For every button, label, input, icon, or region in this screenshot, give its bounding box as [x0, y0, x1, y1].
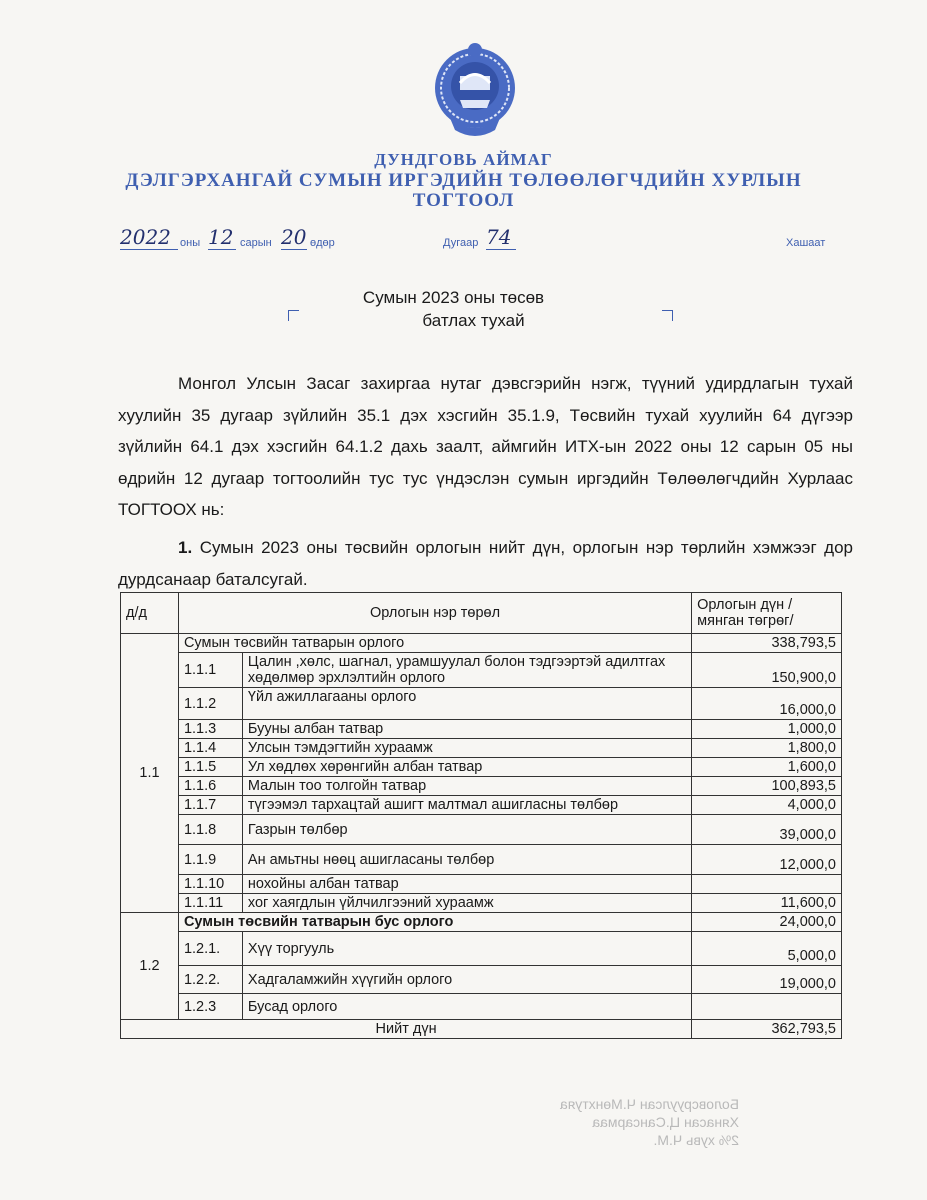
- document-type: ТОГТООЛ: [412, 190, 515, 211]
- title-line-2: батлах тухай: [422, 311, 525, 330]
- stamp-line-2: Хянасан Ц.Сансармаа: [592, 1114, 739, 1130]
- row-name: Цалин ,хөлс, шагнал, урамшуулал болон тэдгээртэй адилтгах хөдөлмөр эрхлэлтийн орлого: [242, 653, 691, 688]
- table-row: [121, 815, 842, 845]
- table-row: [121, 758, 842, 777]
- number-handwritten: 74: [486, 225, 516, 250]
- row-name: хог хаягдлын үйлчилгээний хураамж: [242, 894, 691, 913]
- row-name: түгээмэл тархацтай ашигт малтмал ашигласны төлбөр: [242, 796, 691, 815]
- row-name: Хүү торгууль: [242, 932, 691, 966]
- table-row: [121, 653, 842, 688]
- row-amount: [692, 994, 842, 1020]
- stamp-line-1: Боловсруулсан Ч.Мөнхтуяа: [560, 1096, 739, 1112]
- table-row: [121, 932, 842, 966]
- row-code: 1.1.7: [178, 796, 242, 815]
- row-code: 1.1.5: [178, 758, 242, 777]
- group-1-amount: 338,793,5: [692, 634, 842, 653]
- income-table: [120, 592, 842, 1039]
- row-code: 1.2.2.: [178, 966, 242, 994]
- day-suffix: өдөр: [310, 237, 335, 249]
- row-name: Малын тоо толгойн татвар: [242, 777, 691, 796]
- row-name: Ан амьтны нөөц ашигласаны төлбөр: [242, 845, 691, 875]
- row-amount: 12,000,0: [692, 845, 842, 875]
- title-bracket-right: [662, 310, 673, 321]
- table-row: [121, 845, 842, 875]
- place-name: Хашаат: [786, 237, 826, 249]
- row-name: Улсын тэмдэгтийн хураамж: [242, 739, 691, 758]
- row-code: 1.1.1: [178, 653, 242, 688]
- clause-text: Сумын 2023 оны төсвийн орлогын нийт дүн, орлогын нэр төрлийн хэмжээг дор дурдсанаар баталсугай.: [118, 538, 853, 589]
- row-amount: 100,893,5: [692, 777, 842, 796]
- council-name: ДЭЛГЭРХАНГАЙ СУМЫН ИРГЭДИЙН ТӨЛӨӨЛӨГЧДИЙН ХУРЛЫН: [125, 170, 802, 191]
- state-emblem: [430, 38, 520, 148]
- row-name: нохойны албан татвар: [242, 875, 691, 894]
- table-row: [121, 994, 842, 1020]
- row-amount: 11,600,0: [692, 894, 842, 913]
- table-row: [121, 720, 842, 739]
- year-suffix: оны: [180, 237, 201, 249]
- row-name: Үйл ажиллагааны орлого: [242, 688, 691, 720]
- table-row: [121, 777, 842, 796]
- group-2-amount: 24,000,0: [692, 913, 842, 932]
- total-label: Нийт дүн: [121, 1020, 692, 1039]
- month-suffix: сарын: [240, 237, 272, 249]
- row-code: 1.1.9: [178, 845, 242, 875]
- group-1-name: Сумын төсвийн татварын орлого: [178, 634, 691, 653]
- row-amount: 1,000,0: [692, 720, 842, 739]
- row-code: 1.1.6: [178, 777, 242, 796]
- stamp-line-3: 2% хувь Ч.М.: [653, 1132, 739, 1148]
- preamble-paragraph: Монгол Улсын Засаг захиргаа нутаг дэвсгэрийн нэгж, түүний удирдлагын тухай хуулийн 35 дугаар зүйлийн 35.1 дэх хэсгийн 35.1.9, Төсвийн тухай хуулийн 64 дүгээр зүйлийн 64.1 дэх хэсгийн 64.1.2 дахь заалт, аймгийн ИТХ-ын 2022 оны 12 сарын 05 ны өдрийн 12 дугаар тогтоолийн тус тус үндэслэн сумын иргэдийн Төлөөлөгчдийн Хурлаас ТОГТООХ нь:: [118, 374, 853, 519]
- row-amount: 39,000,0: [692, 815, 842, 845]
- title-line-1: Сумын 2023 оны төсөв: [362, 288, 545, 307]
- row-amount: 19,000,0: [692, 966, 842, 994]
- year-handwritten: 2022: [120, 225, 178, 250]
- row-code: 1.1.10: [178, 875, 242, 894]
- row-code: 1.1.8: [178, 815, 242, 845]
- row-name: Ул хөдлөх хөрөнгийн албан татвар: [242, 758, 691, 777]
- col-header-name: Орлогын нэр төрөл: [178, 593, 691, 634]
- row-code: 1.2.1.: [178, 932, 242, 966]
- group-2-code: 1.2: [121, 913, 179, 1020]
- approval-stamp-bleedthrough: [560, 1095, 739, 1149]
- table-row: [121, 739, 842, 758]
- group-2-name: Сумын төсвийн татварын бус орлого: [178, 913, 691, 932]
- table-row: [121, 966, 842, 994]
- row-code: 1.1.2: [178, 688, 242, 720]
- row-amount: 5,000,0: [692, 932, 842, 966]
- resolution-clause-1: [118, 532, 853, 595]
- day-handwritten: 20: [281, 225, 307, 249]
- group-2-row: [121, 913, 842, 932]
- aimag-name: ДУНДГОВЬ АЙМАГ: [374, 150, 553, 169]
- row-code: 1.2.3: [178, 994, 242, 1020]
- row-amount: [692, 875, 842, 894]
- row-name: Газрын төлбөр: [242, 815, 691, 845]
- title-bracket-left: [288, 310, 299, 321]
- row-code: 1.1.4: [178, 739, 242, 758]
- row-name: Бууны албан татвар: [242, 720, 691, 739]
- row-amount: 4,000,0: [692, 796, 842, 815]
- number-label: Дугаар: [443, 237, 479, 249]
- group-1-code: 1.1: [121, 634, 179, 913]
- table-header-row: [121, 593, 842, 634]
- row-code: 1.1.11: [178, 894, 242, 913]
- total-row: [121, 1020, 842, 1039]
- col-header-dd: д/д: [121, 593, 179, 634]
- table-row: [121, 688, 842, 720]
- group-1-row: [121, 634, 842, 653]
- clause-number: 1.: [178, 538, 193, 557]
- table-row: [121, 894, 842, 913]
- row-name: Хадгаламжийн хүүгийн орлого: [242, 966, 691, 994]
- row-code: 1.1.3: [178, 720, 242, 739]
- row-amount: 1,600,0: [692, 758, 842, 777]
- row-amount: 150,900,0: [692, 653, 842, 688]
- total-amount: 362,793,5: [692, 1020, 842, 1039]
- table-row: [121, 796, 842, 815]
- table-row: [121, 875, 842, 894]
- row-amount: 1,800,0: [692, 739, 842, 758]
- row-amount: 16,000,0: [692, 688, 842, 720]
- date-line: [118, 225, 838, 253]
- col-header-amount: Орлогын дүн /мянган төгрөг/: [692, 593, 842, 634]
- row-name: Бусад орлого: [242, 994, 691, 1020]
- month-handwritten: 12: [208, 225, 236, 250]
